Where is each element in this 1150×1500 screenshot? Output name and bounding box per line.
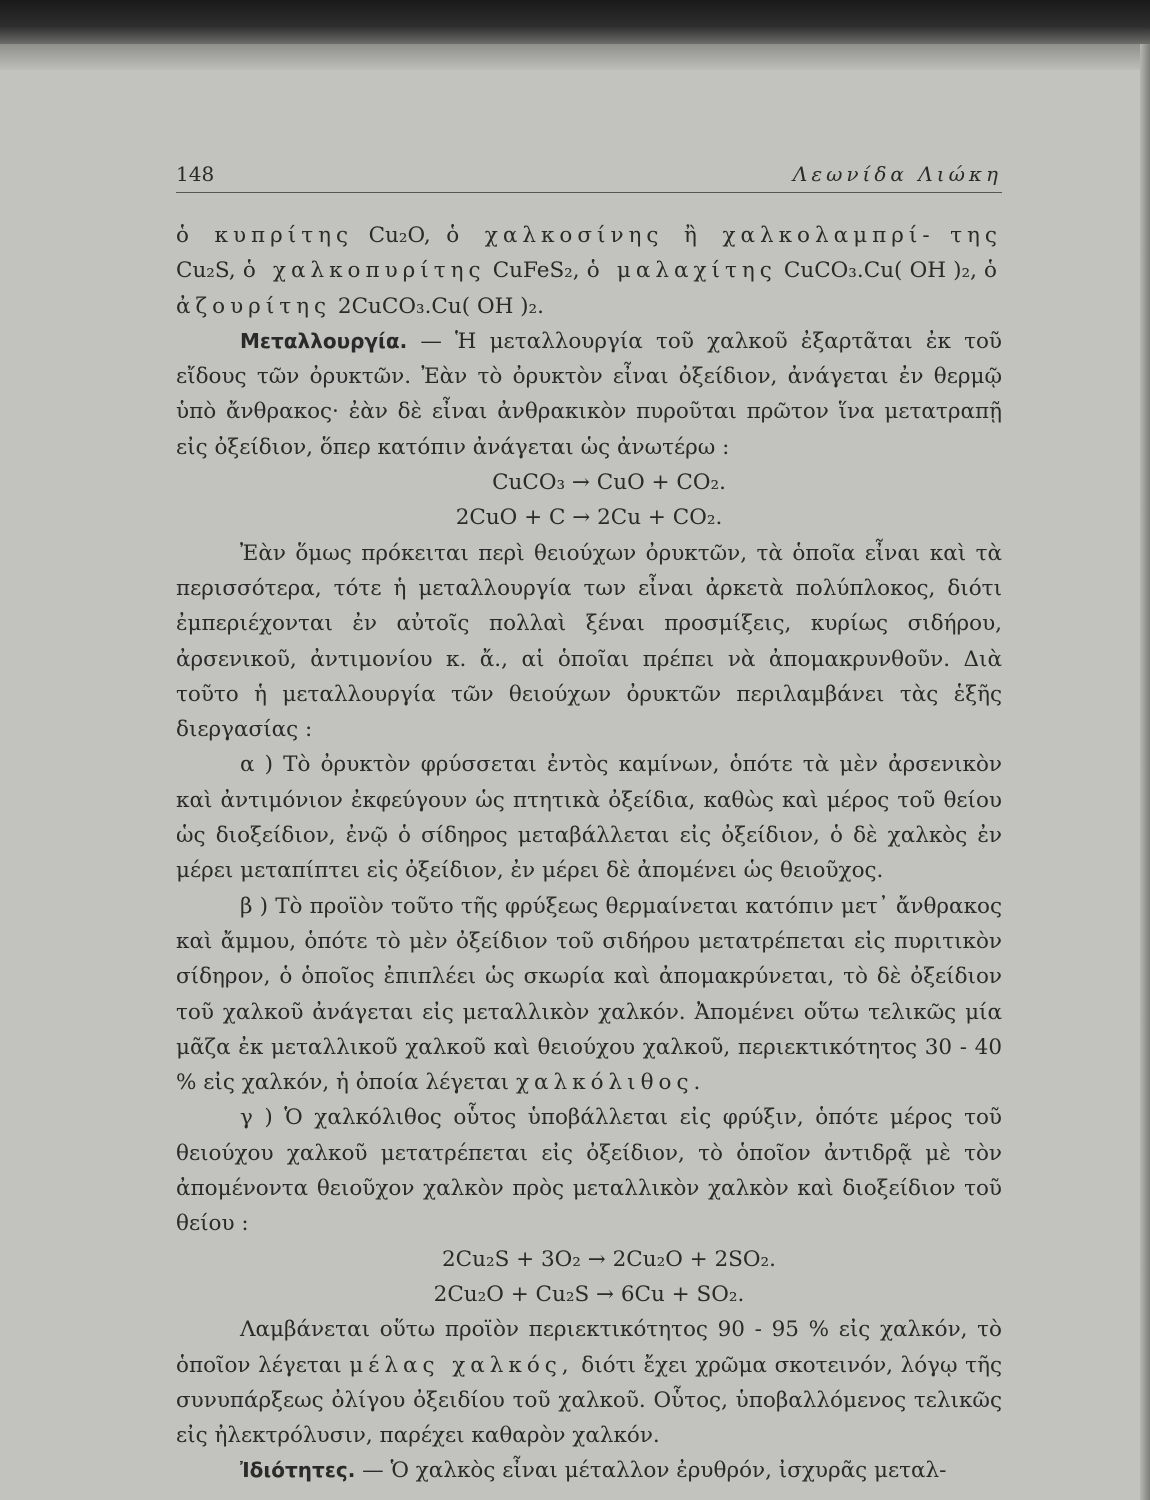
formula: CuFeS₂,: [485, 258, 587, 284]
formula: CuCO₃.Cu( OH )₂,: [783, 258, 985, 284]
formula: Cu₂O,: [353, 223, 447, 248]
equation-1: CuCO₃ → CuO + CO₂.: [492, 470, 726, 496]
page-top-margin-shadow: [0, 44, 1150, 70]
result-text-a: Λαμβάνεται οὕτω προϊὸν περιεκτικότητος 90 - 95 % εἰς χαλκόν, τὸ ὁποῖον λέγεται: [176, 1317, 1002, 1378]
page-right-edge: [1140, 44, 1150, 1500]
result-term: μέλας χαλκός,: [349, 1352, 574, 1378]
step-b-paragraph: [176, 889, 1002, 1101]
step-b-term: χαλκόλιθος.: [515, 1070, 706, 1096]
properties-text: — Ὁ χαλκὸς εἶναι μέταλλον ἐρυθρόν, ἰσχυρᾶς μεταλ-: [355, 1458, 947, 1484]
metallurgy-heading: Μεταλλουργία.: [240, 328, 408, 353]
equation-2: 2CuO + C → 2Cu + CO₂.: [455, 505, 723, 531]
step-a-paragraph: α ) Τὸ ὀρυκτὸν φρύσσεται ἐντὸς καμίνων, ὁπότε τὰ μὲν ἀρσενικὸν καὶ ἀντιμόνιον ἐκφεύγουν ὡς πτητικὰ ὀξείδια, καθὼς καὶ μέρος τοῦ θείου ὡς διοξείδιον, ἐνῷ ὁ σίδηρος μεταβάλλεται εἰς ὀξείδιον, ὁ δὲ χαλκὸς ἐν μέρει μεταπίπτει εἰς ὀξείδιον, ἐν μέρει δὲ ἀπομένει ὡς θειοῦχος.: [176, 752, 1002, 884]
metallurgy-paragraph: [176, 324, 1002, 465]
minerals-list: [176, 218, 1002, 324]
page-number: 148: [176, 162, 215, 186]
formula: 2CuCO₃.Cu( OH )₂.: [331, 293, 544, 319]
equation-4: 2Cu₂O + Cu₂S → 6Cu + SO₂.: [433, 1281, 745, 1307]
metallurgy-text: — Ἡ μεταλλουργία τοῦ χαλκοῦ ἐξαρτᾶται ἐκ τοῦ εἴδους τῶν ὀρυκτῶν. Ἐὰν τὸ ὀρυκτὸν εἶναι ὀξείδιον, ἀνάγεται ἐν θερμῷ ὑπὸ ἄνθρακος· ἐὰν δὲ εἶναι ἀνθρακικὸν πυροῦται πρῶτον ἵνα μετατραπῇ εἰς ὀξείδιον, ὅπερ κατόπιν ἀνάγεται ὡς ἀνωτέρω :: [176, 328, 1002, 460]
step-b-text: β ) Τὸ προϊὸν τοῦτο τῆς φρύξεως θερμαίνεται κατόπιν μετ᾽ ἄνθρακος καὶ ἄμμου, ὁπότε τὸ μὲν ὀξείδιον τοῦ σιδήρου μετατρέπεται εἰς πυριτικὸν σίδηρον, ὁ ὁποῖος ἐπιπλέει ὡς σκωρία καὶ ἀπομακρύνεται, τὸ δὲ ὀξείδιον τοῦ χαλκοῦ ἀνάγεται εἰς μεταλλικὸν χαλκόν. Ἀπομένει οὕτω τελικῶς μία μᾶζα ἐκ μεταλλικοῦ χαλκοῦ καὶ θειούχου χαλκοῦ, περιεκτικότητος 30 - 40 % εἰς χαλκόν, ἡ ὁποία λέγεται: [176, 893, 1002, 1096]
mineral-name: ὁ κυπρίτης: [176, 223, 354, 248]
sulfide-paragraph: Ἐὰν ὅμως πρόκειται περὶ θειούχων ὀρυκτῶν, τὰ ὁποῖα εἶναι καὶ τὰ περισσότερα, τότε ἡ μεταλλουργία των εἶναι ἀρκετὰ πολύπλοκος, διότι ἐμπεριέχονται ἐν αὐτοῖς πολλαὶ ξέναι προσμίξεις, κυρίως σιδήρου, ἀρσενικοῦ, ἀντιμονίου κ. ἄ., αἱ ὁποῖαι πρέπει νὰ ἀπομακρυνθοῦν. Διὰ τοῦτο ἡ μεταλλουργία τῶν θειούχων ὀρυκτῶν περιλαμβάνει τὰς ἑξῆς διεργασίας :: [176, 540, 1002, 743]
result-text-b: διότι ἔχει χρῶμα σκοτεινόν, λόγῳ τῆς συνυπάρξεως ὀλίγου ὀξειδίου τοῦ χαλκοῦ. Οὗτος, ὑποβαλλόμενος τελικῶς εἰς ἠλεκτρόλυσιν, παρέχει καθαρὸν χαλκόν.: [176, 1352, 1002, 1449]
mineral-name: της: [950, 223, 1002, 248]
equation-3: 2Cu₂S + 3O₂ → 2Cu₂O + 2SO₂.: [441, 1246, 776, 1272]
step-c-paragraph: γ ) Ὁ χαλκόλιθος οὗτος ὑποβάλλεται εἰς φρύξιν, ὁπότε μέρος τοῦ θειούχου χαλκοῦ μετατρέπεται εἰς ὀξείδιον, τὸ ὁποῖον ἀντιδρᾷ μὲ τὸν ἀπομένοντα θειοῦχον χαλκὸν πρὸς μεταλλικὸν χαλκὸν καὶ διοξείδιον τοῦ θείου :: [176, 1105, 1002, 1237]
page-header: [176, 158, 1002, 193]
body-text: [176, 218, 1002, 1489]
formula: Cu₂S,: [176, 258, 243, 284]
mineral-name: ὁ μαλαχίτης: [586, 258, 777, 284]
mineral-name: ὁ χαλκοπυρίτης: [242, 258, 486, 284]
page-top-shadow: [0, 0, 1150, 44]
properties-heading: Ἰδιότητες.: [240, 1458, 356, 1483]
mineral-name: ὁ χαλκοσίνης ἢ χαλκολαμπρί-: [446, 223, 935, 248]
properties-paragraph: [176, 1453, 1002, 1488]
running-head: Λεωνίδα Λιώκη: [792, 162, 1002, 186]
result-paragraph: [176, 1312, 1002, 1453]
mineral-name: ὁ ἀζουρίτης: [176, 258, 1002, 319]
